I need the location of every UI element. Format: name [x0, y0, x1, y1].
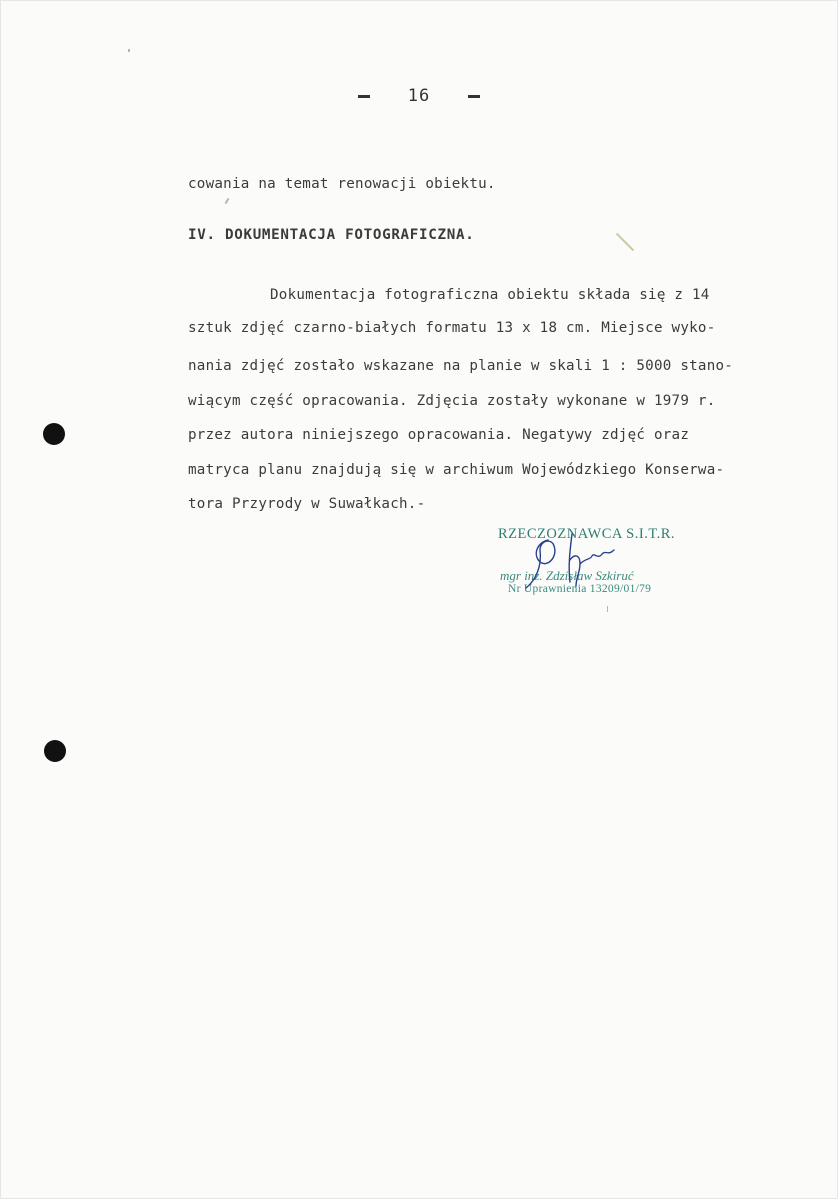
page-header [0, 86, 838, 106]
header-dash-left [358, 95, 370, 98]
page-number: 16 [407, 86, 431, 106]
body-line-9: tora Przyrody w Suwałkach.- [188, 496, 426, 512]
stamp-title: RZECZOZNAWCA S.I.T.R. [498, 526, 676, 542]
stamp-permit-number: Nr Uprawnienia 13209/01/79 [508, 583, 652, 595]
paper-speck [128, 49, 130, 52]
body-line-8: matryca planu znajdują się w archiwum Wojewódzkiego Konserwa- [188, 462, 725, 478]
body-line-4: sztuk zdjęć czarno-białych formatu 13 x 18 cm. Miejsce wyko- [188, 320, 716, 336]
paper-speck [225, 198, 230, 204]
body-line-5: nania zdjęć zostało wskazane na planie w skali 1 : 5000 stano- [188, 358, 734, 374]
body-line-6: wiącym część opracowania. Zdjęcia zostały wykonane w 1979 r. [188, 393, 716, 409]
body-line-1: cowania na temat renowacji obiektu. [188, 176, 496, 192]
body-line-3: Dokumentacja fotograficzna obiektu składa się z 14 [270, 287, 710, 303]
punch-hole-lower [44, 740, 66, 762]
stamp-name: mgr inż. Zdzisław Szkiruć [500, 568, 634, 583]
paper-scratch [616, 233, 634, 251]
section-heading: IV. DOKUMENTACJA FOTOGRAFICZNA. [188, 227, 475, 243]
body-line-7: przez autora niniejszego opracowania. Negatywy zdjęć oraz [188, 427, 690, 443]
punch-hole-upper [43, 423, 65, 445]
paper-speck [607, 606, 608, 612]
header-dash-right [468, 95, 480, 98]
handwritten-signature [510, 520, 650, 610]
